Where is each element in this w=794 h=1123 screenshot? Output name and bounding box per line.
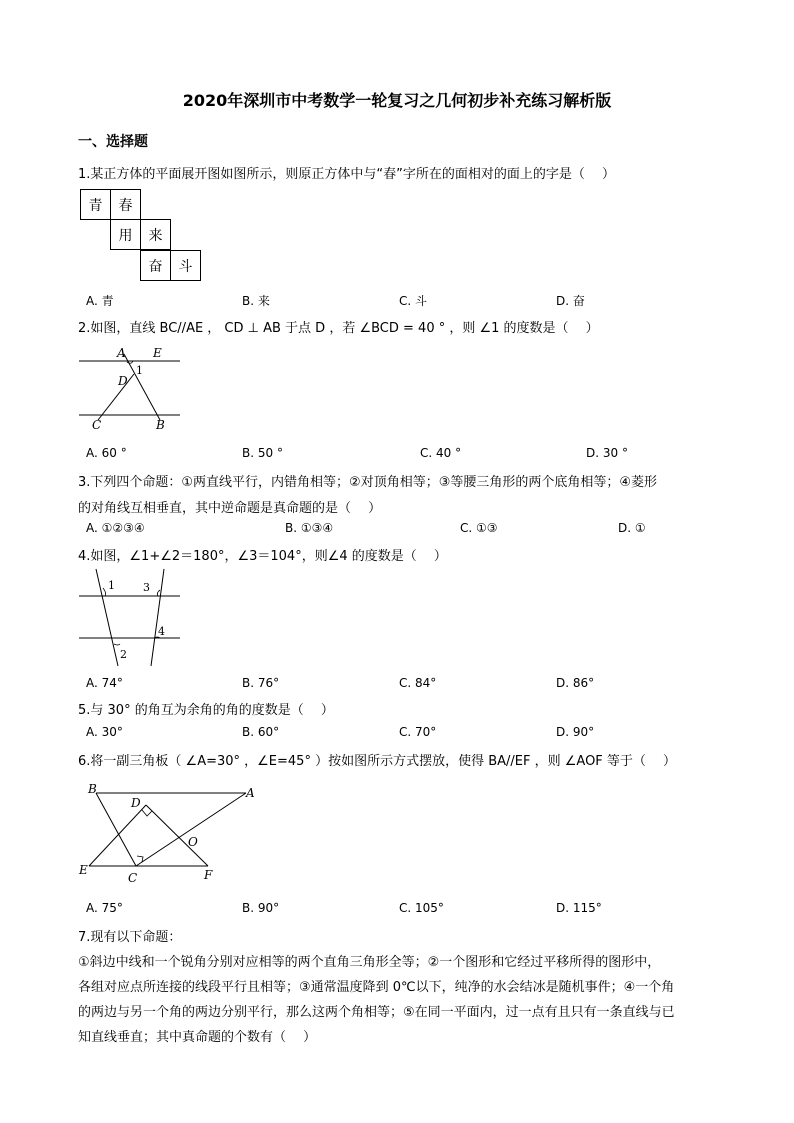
q3-option-d[interactable]: D. ① <box>618 521 646 535</box>
label-b: B <box>156 418 165 432</box>
q2-option-d[interactable]: D. 30 ° <box>586 446 628 460</box>
q4-figure <box>76 566 186 668</box>
label-c: C <box>92 418 102 432</box>
net-cell: 斗 <box>170 250 201 281</box>
question-7-line3: 的两边与另一个角的两边分别平行，那么这两个角相等；⑤在同一平面内，过一点有且只有一条直线与已 <box>78 1005 675 1020</box>
question-7-line4: 知直线垂直；其中真命题的个数有（ ） <box>78 1030 317 1045</box>
label-angle-2: 2 <box>120 648 127 661</box>
net-cell: 青 <box>80 189 111 220</box>
net-cell: 用 <box>110 219 141 250</box>
q2-option-c[interactable]: C. 40 ° <box>420 446 462 460</box>
q1-option-b[interactable]: B. 来 <box>242 294 270 308</box>
q3-option-b[interactable]: B. ①③④ <box>285 521 334 535</box>
net-cell: 来 <box>140 219 171 250</box>
question-6-stem: 6.将一副三角板（ ∠A=30° ，∠E=45° ）按如图所示方式摆放，使得 BA//EF ，则 ∠AOF 等于（ ） <box>78 754 677 769</box>
question-7-line2: 各组对应点所连接的线段平行且相等；③通常温度降到 0℃以下，纯净的水会结冰是随机事件；④一个角 <box>78 980 675 995</box>
question-3-stem-line1: 3.下列四个命题：①两直线平行，内错角相等；②对顶角相等；③等腰三角形的两个底角相等；④菱形 <box>78 475 658 490</box>
label-angle-4: 4 <box>158 625 165 638</box>
net-cell: 奋 <box>140 250 171 281</box>
label-e: E <box>153 346 162 360</box>
net-cell: 春 <box>110 189 141 220</box>
q6-option-b[interactable]: B. 90° <box>242 901 280 915</box>
label-e: E <box>79 863 88 877</box>
label-b: B <box>88 782 97 796</box>
q4-option-a[interactable]: A. 74° <box>86 676 123 690</box>
q2-figure <box>76 342 186 434</box>
q6-option-c[interactable]: C. 105° <box>399 901 444 915</box>
question-1-stem: 1.某正方体的平面展开图如图所示，则原正方体中与“春”字所在的面相对的面上的字是（ ） <box>78 167 616 182</box>
question-3-stem-line2: 的对角线互相垂直，其中逆命题是真命题的是（ ） <box>78 501 382 516</box>
label-angle-1: 1 <box>108 579 115 592</box>
q2-option-a[interactable]: A. 60 ° <box>86 446 127 460</box>
q1-option-c[interactable]: C. 斗 <box>399 294 428 308</box>
q4-option-c[interactable]: C. 84° <box>399 676 437 690</box>
label-f: F <box>204 868 213 882</box>
q5-option-d[interactable]: D. 90° <box>556 725 595 739</box>
label-c: C <box>128 871 138 885</box>
question-7-line1: ①斜边中线和一个锐角分别对应相等的两个直角三角形全等；②一个图形和它经过平移所得的图形中， <box>78 955 661 970</box>
q3-option-a[interactable]: A. ①②③④ <box>86 521 145 535</box>
q5-option-a[interactable]: A. 30° <box>86 725 123 739</box>
q1-option-d[interactable]: D. 奋 <box>556 294 585 308</box>
section-heading: 一、选择题 <box>78 134 148 150</box>
q4-option-b[interactable]: B. 76° <box>242 676 280 690</box>
label-a: A <box>117 346 126 360</box>
label-d: D <box>118 374 128 388</box>
label-a: A <box>246 786 255 800</box>
q5-option-c[interactable]: C. 70° <box>399 725 437 739</box>
q1-option-a[interactable]: A. 青 <box>86 294 114 308</box>
q4-option-d[interactable]: D. 86° <box>556 676 595 690</box>
q2-option-b[interactable]: B. 50 ° <box>242 446 283 460</box>
q6-option-d[interactable]: D. 115° <box>556 901 602 915</box>
q6-option-a[interactable]: A. 75° <box>86 901 123 915</box>
q3-option-c[interactable]: C. ①③ <box>460 521 498 535</box>
label-angle-1: 1 <box>136 364 143 377</box>
question-2-stem: 2.如图，直线 BC//AE ， CD ⊥ AB 于点 D ，若 ∠BCD = 40 ° ，则 ∠1 的度数是（ ） <box>78 321 599 336</box>
label-d: D <box>131 796 141 810</box>
q5-option-b[interactable]: B. 60° <box>242 725 280 739</box>
label-o: O <box>188 835 198 849</box>
question-7-stem: 7.现有以下命题： <box>78 930 182 945</box>
question-4-stem: 4.如图，∠1+∠2＝180°，∠3＝104°，则∠4 的度数是（ ） <box>78 549 447 564</box>
q6-figure <box>76 778 266 888</box>
page-title: 2020年深圳市中考数学一轮复习之几何初步补充练习解析版 <box>182 91 612 110</box>
label-angle-3: 3 <box>143 581 150 594</box>
question-5-stem: 5.与 30° 的角互为余角的角的度数是（ ） <box>78 703 334 718</box>
